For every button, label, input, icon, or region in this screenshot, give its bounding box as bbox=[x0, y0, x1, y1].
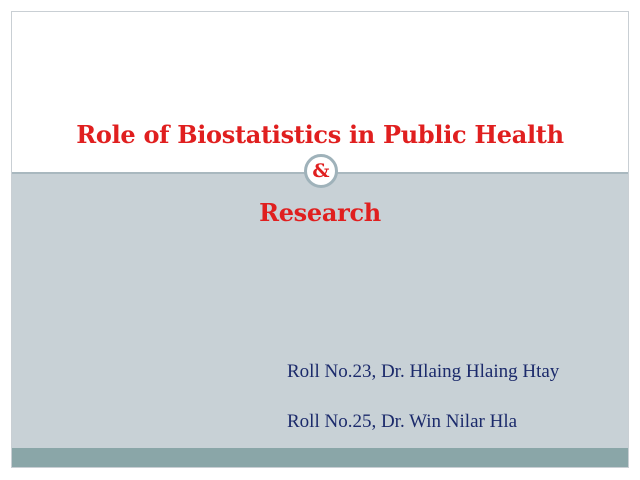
slide bbox=[11, 11, 629, 468]
ampersand-badge: & bbox=[304, 154, 338, 188]
author-line-1: Roll No.23, Dr. Hlaing Hlaing Htay bbox=[287, 361, 560, 382]
slide-title: Role of Biostatistics in Public Health bbox=[76, 120, 564, 149]
slide-footer-band bbox=[12, 448, 628, 468]
author-line-2: Roll No.25, Dr. Win Nilar Hla bbox=[287, 411, 518, 432]
slide-subtitle: Research bbox=[259, 198, 381, 227]
